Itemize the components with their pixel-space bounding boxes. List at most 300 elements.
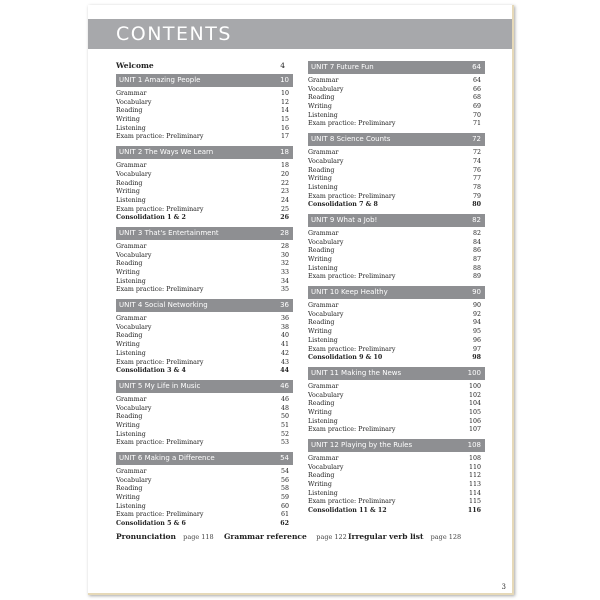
section-label: Reading [308, 400, 335, 408]
section-page: 98 [472, 354, 481, 362]
section-label: Listening [308, 183, 338, 191]
section-row [308, 481, 485, 490]
section-row [116, 116, 293, 125]
unit-heading [308, 61, 485, 74]
section-label: Listening [116, 502, 146, 510]
section-label: Exam practice: Preliminary [116, 133, 204, 141]
section-row [308, 265, 485, 274]
unit-block [116, 146, 293, 223]
section-page: 56 [280, 476, 289, 484]
page-title: CONTENTS [116, 23, 232, 45]
section-page: 71 [472, 120, 481, 128]
section-row [116, 315, 293, 324]
section-label: Writing [116, 269, 140, 276]
section-row [116, 324, 293, 333]
section-row [308, 175, 485, 184]
section-page: 53 [280, 439, 289, 447]
section-label: Reading [116, 260, 143, 268]
unit-page: 108 [467, 441, 481, 449]
section-label: Writing [116, 341, 140, 349]
section-page: 70 [472, 111, 481, 119]
unit-heading [308, 133, 485, 146]
section-label: Vocabulary [308, 463, 344, 471]
unit-block [116, 380, 293, 448]
section-page: 32 [280, 260, 289, 268]
section-page: 100 [468, 382, 481, 390]
unit-heading [308, 286, 485, 299]
section-row [308, 319, 485, 328]
unit-page: 90 [472, 288, 481, 297]
section-page: 107 [468, 426, 481, 434]
section-page: 23 [280, 188, 289, 196]
consolidation-row [308, 354, 485, 363]
section-page: 14 [280, 107, 289, 115]
section-label: Writing [116, 421, 140, 429]
unit-heading [116, 74, 293, 87]
section-row [308, 86, 485, 95]
section-row [116, 396, 293, 405]
section-page: 46 [280, 395, 289, 403]
section-row [308, 247, 485, 256]
section-page: 59 [280, 494, 289, 502]
contents-page [88, 5, 514, 595]
section-row [308, 400, 485, 409]
section-page: 42 [280, 349, 289, 357]
section-page: 106 [468, 417, 481, 425]
section-row [308, 426, 485, 435]
section-page: 12 [280, 98, 289, 106]
section-row [116, 413, 293, 422]
section-page: 44 [280, 367, 289, 375]
section-label: Reading [308, 472, 335, 480]
section-row [116, 206, 293, 215]
grammar-reference-label: Grammar reference [224, 532, 307, 541]
section-page: 94 [472, 319, 481, 327]
section-row [116, 125, 293, 134]
section-row [308, 455, 485, 464]
section-row [308, 193, 485, 202]
section-page: 62 [280, 520, 289, 528]
section-label: Listening [308, 264, 338, 272]
section-row [116, 197, 293, 206]
section-row [116, 162, 293, 171]
section-label: Listening [308, 489, 338, 497]
pronunciation-label: Pronunciation [116, 532, 176, 541]
unit-block [116, 227, 293, 295]
section-page: 61 [280, 511, 289, 519]
section-page: 66 [472, 85, 481, 93]
section-page: 18 [280, 162, 289, 170]
section-row [116, 243, 293, 252]
section-page: 96 [472, 336, 481, 344]
left-unit-list [116, 74, 293, 529]
section-page: 110 [468, 463, 481, 471]
unit-block [308, 367, 485, 435]
unit-heading [116, 227, 293, 240]
section-label: Listening [116, 430, 146, 438]
section-label: Listening [308, 417, 338, 425]
section-row [308, 472, 485, 481]
section-page: 86 [472, 247, 481, 255]
unit-block [116, 299, 293, 376]
unit-block [308, 286, 485, 363]
section-label: Grammar [116, 395, 147, 403]
section-label: Vocabulary [308, 310, 344, 318]
section-label: Grammar [308, 382, 339, 390]
section-row [116, 269, 293, 278]
section-row [116, 90, 293, 99]
section-row [308, 273, 485, 282]
section-label: Consolidation 7 & 8 [308, 201, 378, 209]
consolidation-row [308, 507, 485, 516]
section-row [116, 188, 293, 197]
grammar-reference-page: page 122 [316, 533, 347, 541]
pronunciation-page: page 118 [183, 533, 214, 541]
section-label: Exam practice: Preliminary [308, 426, 396, 434]
irregular-verb-label: Irregular verb list [348, 532, 424, 541]
unit-block [116, 452, 293, 529]
section-row [116, 485, 293, 494]
section-row [308, 337, 485, 346]
unit-title: UNIT 6 Making a Difference [119, 454, 215, 462]
section-row [116, 422, 293, 431]
section-page: 104 [468, 400, 481, 408]
section-page: 88 [472, 264, 481, 272]
section-row [116, 494, 293, 503]
unit-block [308, 61, 485, 129]
section-page: 79 [472, 192, 481, 200]
section-page: 87 [472, 256, 481, 263]
section-row [116, 133, 293, 142]
unit-heading [308, 214, 485, 227]
section-page: 54 [280, 468, 289, 475]
section-row [308, 239, 485, 248]
section-page: 89 [472, 273, 481, 281]
consolidation-row [116, 367, 293, 376]
section-label: Consolidation 11 & 12 [308, 507, 387, 515]
section-page: 80 [472, 201, 481, 209]
section-label: Vocabulary [308, 157, 344, 165]
section-page: 17 [280, 133, 289, 141]
unit-title: UNIT 2 The Ways We Learn [119, 148, 214, 157]
section-row [308, 230, 485, 239]
section-page: 105 [468, 408, 481, 416]
section-label: Consolidation 9 & 10 [308, 354, 383, 362]
section-label: Exam practice: Preliminary [116, 205, 204, 213]
section-row [116, 511, 293, 520]
section-row [308, 120, 485, 129]
section-label: Listening [308, 336, 338, 344]
section-label: Listening [116, 349, 146, 357]
section-row [308, 302, 485, 311]
section-page: 114 [468, 489, 481, 497]
section-page: 77 [472, 175, 481, 183]
section-label: Writing [308, 175, 332, 183]
section-row [308, 311, 485, 320]
section-row [308, 392, 485, 401]
section-page: 102 [468, 391, 481, 399]
section-row [308, 112, 485, 121]
section-label: Exam practice: Preliminary [116, 511, 204, 519]
section-label: Writing [308, 256, 332, 263]
section-label: Writing [308, 103, 332, 111]
left-column [116, 61, 293, 533]
unit-title: UNIT 5 My Life in Music [119, 381, 201, 390]
section-label: Listening [116, 277, 146, 285]
consolidation-row [116, 214, 293, 223]
section-label: Grammar [308, 302, 339, 310]
section-row [116, 286, 293, 295]
section-page: 25 [280, 205, 289, 213]
section-page: 113 [468, 481, 481, 489]
section-page: 82 [472, 229, 481, 237]
section-label: Vocabulary [308, 238, 344, 246]
section-page: 26 [280, 214, 289, 222]
section-label: Reading [116, 485, 143, 493]
section-page: 84 [472, 238, 481, 246]
section-row [308, 490, 485, 499]
section-page: 68 [472, 94, 481, 102]
irregular-verb-page: page 128 [430, 533, 462, 541]
section-page: 28 [280, 242, 289, 250]
section-page: 52 [280, 430, 289, 438]
section-label: Exam practice: Preliminary [116, 358, 204, 366]
unit-heading [116, 452, 293, 465]
section-page: 35 [280, 286, 289, 294]
section-label: Grammar [116, 162, 147, 170]
section-label: Exam practice: Preliminary [308, 120, 396, 128]
section-label: Listening [308, 111, 338, 119]
section-row [308, 167, 485, 176]
irregular-verb-ref [348, 532, 461, 541]
section-label: Exam practice: Preliminary [308, 273, 396, 281]
section-label: Grammar [308, 77, 339, 84]
section-row [308, 418, 485, 427]
unit-block [308, 133, 485, 210]
section-page: 34 [280, 277, 289, 285]
section-row [116, 252, 293, 261]
section-page: 51 [280, 421, 289, 429]
section-row [116, 405, 293, 414]
unit-page: 82 [472, 215, 481, 224]
section-label: Exam practice: Preliminary [308, 192, 396, 200]
unit-heading [308, 367, 485, 380]
section-row [308, 383, 485, 392]
section-label: Grammar [308, 455, 339, 462]
section-page: 15 [280, 116, 289, 124]
reference-footer [116, 532, 496, 544]
section-label: Reading [308, 247, 335, 255]
section-row [116, 359, 293, 368]
unit-block [308, 439, 485, 516]
section-page: 41 [280, 341, 289, 349]
section-page: 78 [472, 183, 481, 191]
section-row [308, 346, 485, 355]
unit-heading [116, 299, 293, 312]
section-page: 10 [280, 90, 289, 97]
section-page: 20 [280, 170, 289, 178]
section-row [116, 477, 293, 486]
section-label: Vocabulary [116, 404, 152, 412]
section-label: Exam practice: Preliminary [116, 286, 204, 294]
section-page: 64 [472, 77, 481, 84]
unit-page: 46 [280, 381, 289, 390]
section-label: Vocabulary [116, 98, 152, 106]
section-label: Reading [308, 166, 335, 174]
section-row [116, 332, 293, 341]
section-page: 112 [468, 472, 481, 480]
unit-title: UNIT 8 Science Counts [311, 135, 391, 144]
unit-page: 54 [280, 454, 289, 462]
unit-title: UNIT 3 That's Entertainment [119, 228, 219, 237]
section-label: Grammar [116, 90, 147, 97]
section-page: 74 [472, 157, 481, 165]
section-label: Reading [308, 94, 335, 102]
section-row [308, 409, 485, 418]
unit-heading [116, 380, 293, 393]
section-page: 40 [280, 332, 289, 340]
section-label: Writing [308, 481, 332, 489]
section-label: Reading [308, 319, 335, 327]
unit-heading [308, 439, 485, 452]
section-label: Exam practice: Preliminary [116, 439, 204, 447]
section-page: 69 [472, 103, 481, 111]
section-row [116, 99, 293, 108]
section-label: Exam practice: Preliminary [308, 345, 396, 353]
section-label: Writing [116, 116, 140, 124]
section-page: 50 [280, 413, 289, 421]
section-page: 36 [280, 315, 289, 323]
consolidation-row [116, 520, 293, 529]
unit-block [308, 214, 485, 282]
section-page: 48 [280, 404, 289, 412]
section-label: Consolidation 1 & 2 [116, 214, 186, 222]
section-page: 60 [280, 502, 289, 510]
section-page: 38 [280, 323, 289, 331]
section-page: 43 [280, 358, 289, 366]
section-row [308, 184, 485, 193]
welcome-label: Welcome [116, 61, 154, 70]
unit-title: UNIT 1 Amazing People [119, 76, 201, 84]
unit-page: 72 [472, 135, 481, 144]
section-row [116, 468, 293, 477]
section-page: 90 [472, 302, 481, 310]
section-label: Reading [116, 179, 143, 187]
section-label: Vocabulary [116, 476, 152, 484]
unit-title: UNIT 12 Playing by the Rules [311, 441, 413, 449]
section-row [308, 464, 485, 473]
section-label: Consolidation 5 & 6 [116, 520, 186, 528]
section-page: 30 [280, 251, 289, 259]
section-page: 108 [468, 455, 481, 462]
section-row [308, 498, 485, 507]
section-label: Vocabulary [116, 251, 152, 259]
section-label: Listening [116, 124, 146, 132]
unit-title: UNIT 9 What a Job! [311, 215, 378, 224]
section-label: Vocabulary [116, 170, 152, 178]
unit-title: UNIT 11 Making the News [311, 368, 402, 377]
section-page: 22 [280, 179, 289, 187]
section-label: Vocabulary [308, 85, 344, 93]
grammar-reference-ref [224, 532, 347, 541]
section-label: Grammar [308, 229, 339, 237]
section-page: 76 [472, 166, 481, 174]
section-label: Writing [308, 408, 332, 416]
section-page: 58 [280, 485, 289, 493]
section-label: Writing [116, 494, 140, 502]
unit-title: UNIT 4 Social Networking [119, 301, 208, 310]
unit-title: UNIT 10 Keep Healthy [311, 288, 388, 297]
section-label: Grammar [116, 315, 147, 323]
section-page: 95 [472, 328, 481, 336]
section-label: Reading [116, 413, 143, 421]
section-row [308, 149, 485, 158]
section-row [116, 341, 293, 350]
section-label: Exam practice: Preliminary [308, 498, 396, 506]
section-label: Vocabulary [116, 323, 152, 331]
pronunciation-ref [116, 532, 214, 541]
section-row [308, 158, 485, 167]
section-row [116, 439, 293, 448]
page-number: 3 [501, 583, 506, 591]
section-label: Vocabulary [308, 391, 344, 399]
section-label: Writing [308, 328, 332, 336]
section-page: 24 [280, 196, 289, 204]
unit-page: 36 [280, 301, 289, 310]
section-row [116, 107, 293, 116]
section-label: Reading [116, 107, 143, 115]
unit-page: 64 [472, 63, 481, 71]
unit-heading [116, 146, 293, 159]
section-row [116, 278, 293, 287]
section-label: Reading [116, 332, 143, 340]
section-page: 72 [472, 149, 481, 157]
section-row [116, 260, 293, 269]
unit-page: 18 [280, 148, 289, 157]
section-row [116, 171, 293, 180]
section-label: Listening [116, 196, 146, 204]
contents-header-bar [88, 19, 512, 49]
section-row [116, 180, 293, 189]
section-page: 115 [468, 498, 481, 506]
section-label: Writing [116, 188, 140, 196]
welcome-page: 4 [280, 61, 285, 70]
welcome-row [116, 61, 293, 73]
section-label: Grammar [308, 149, 339, 157]
unit-title: UNIT 7 Future Fun [311, 63, 374, 71]
section-label: Grammar [116, 242, 147, 250]
section-row [308, 77, 485, 86]
unit-page: 10 [280, 76, 289, 84]
right-column [308, 61, 485, 520]
section-row [308, 256, 485, 265]
unit-page: 28 [280, 228, 289, 237]
unit-block [116, 74, 293, 142]
section-page: 33 [280, 269, 289, 276]
section-page: 97 [472, 345, 481, 353]
section-row [116, 431, 293, 440]
section-row [308, 328, 485, 337]
section-label: Consolidation 3 & 4 [116, 367, 186, 375]
section-page: 116 [467, 507, 481, 515]
right-unit-list [308, 61, 485, 516]
section-page: 16 [280, 124, 289, 132]
section-row [116, 350, 293, 359]
section-row [308, 103, 485, 112]
unit-page: 100 [467, 368, 481, 377]
section-page: 92 [472, 310, 481, 318]
consolidation-row [308, 201, 485, 210]
